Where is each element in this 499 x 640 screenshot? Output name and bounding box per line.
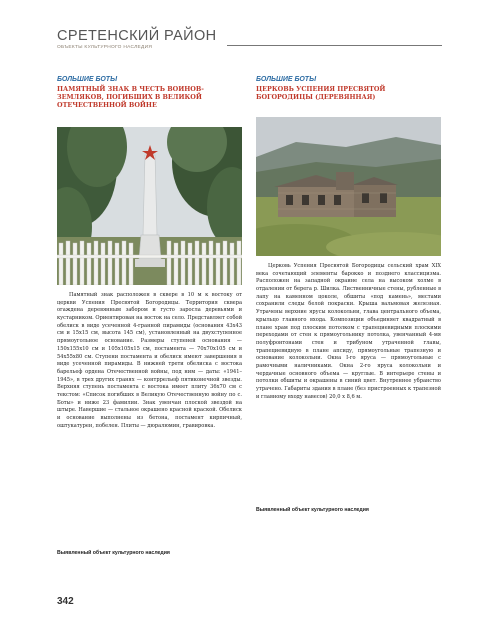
church-photo	[256, 117, 441, 256]
region-title: СРЕТЕНСКИЙ РАЙОН	[57, 28, 217, 44]
page-header	[0, 0, 499, 62]
region-subtitle: ОБЪЕКТЫ КУЛЬТУРНОГО НАСЛЕДИЯ	[57, 45, 153, 50]
right-article-heading	[256, 76, 441, 101]
left-article-title: ПАМЯТНЫЙ ЗНАК В ЧЕСТЬ ВОИНОВ-ЗЕМЛЯКОВ, ПОГИБШИХ В ВЕЛИКОЙ ОТЕЧЕСТВЕННОЙ ВОЙНЕ	[57, 85, 204, 110]
left-heritage-status: Выявленный объект культурного наследия	[57, 550, 170, 556]
right-article-body: Церковь Успения Пресвятой Богородицы сельский храм XIX века сочетающий элементы барокко и позднего классицизма. Расположен на западной окраине села на высоком холме в отдалении от берега р. Шилка. Лиственничные стены, рубленные в лапу на каменном цоколе, обшиты «под камень», местами сохранили следы белой покраски. Крыша вальмовая железная. Утрачены верхние ярусы колокольни, глава центрального объема, крыльцо главного входа. Композиции объединяет квадратный в плане храм под плоским потолком с трапециевидными плоскими переходами от стен к прямоугольнику потолка, увенчанный 4-мя полуфронтонами стен и трибуном утраченной главы, трапециевидную в плане апсиду, прямоугольные трапезную и основание колокольни. Окна I-го яруса — прямоугольные с рамочными наличниками. Окна 2-го яруса колокольни и чердачные основного объема — круглые. В интерьере стены и потолки обшиты и окрашены в синий цвет. Внутреннее убранство утрачено. Габариты здания в плане (без пристроенных к трапезной и главному входу навесов) 20,0 х 8,6 м.	[256, 263, 441, 400]
left-place-label: БОЛЬШИЕ БОТЫ	[57, 76, 118, 83]
right-article-title: ЦЕРКОВЬ УСПЕНИЯ ПРЕСВЯТОЙ БОГОРОДИЦЫ (ДЕРЕВЯННАЯ)	[256, 85, 386, 102]
header-rule	[227, 45, 442, 46]
obelisk-photo	[57, 127, 242, 285]
left-article-heading	[57, 76, 242, 110]
left-article-body: Памятный знак расположен в сквере в 10 м к востоку от церкви Успения Пресвятой Богородицы. Территория сквера огаждена деревянным забором и густо заросла деревьями и кустарником. Ориентирован на восток на село. Представляет собой обелиск в виде усеченной 4-гранной пирамиды (основания 43х43 см и 15х15 см, высота 145 см), установленный на двухступенное прямоугольное основание. Размеры ступеней основания — 150х155х10 см и 105х105х15 см, постамента — 70х70х105 см и 54х55х80 см. Ступени постамента и обелиск имеют завершения в виде усеченной пирамиды. В нижней трети обелиска с востока барельеф ордена Отечественной войны, под ним — даты: «1941–1945», в трех других гранях — контррельеф пятиконечной звезды. Верхняя ступень постамента с востока имеет плиту 36х70 см с текстом: «Список погибших в Великую Отечественную войну по с. Боты» и ниже 23 фамилии. Знак увенчан плоской звездой на штыре. Навершие — стальное окрашено красной краской. Обелиск и основание выполнены из бетона, постамент кирпичный, оштукатурен, побелен. Плиты — дюралюмин, гравировка.	[57, 292, 242, 429]
right-place-label: БОЛЬШИЕ БОТЫ	[256, 76, 317, 83]
page-number: 342	[57, 596, 74, 607]
right-heritage-status: Выявленный объект культурного наследия	[256, 507, 369, 513]
